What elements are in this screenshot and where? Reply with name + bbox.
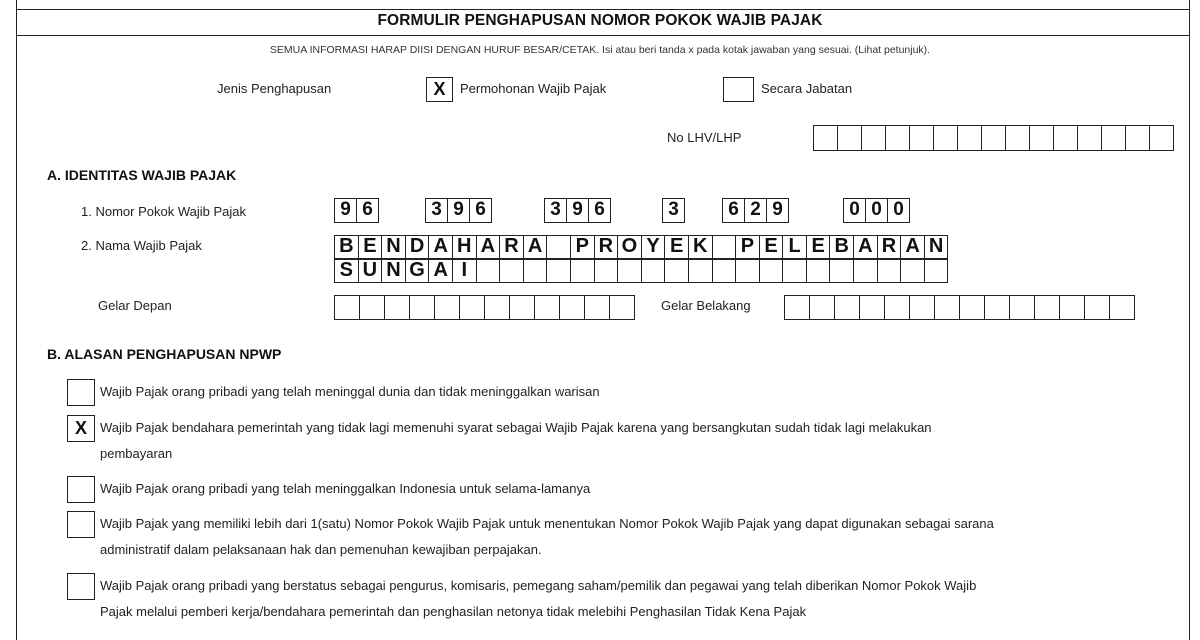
checkbox-secara-jabatan[interactable]: [723, 77, 754, 102]
nama-cell[interactable]: [736, 260, 760, 282]
nama-cell[interactable]: B: [335, 236, 359, 258]
gelar-belakang-cell[interactable]: [1060, 296, 1085, 319]
nama-cell[interactable]: E: [665, 236, 689, 258]
lhv-cell[interactable]: [934, 126, 958, 150]
nama-cell[interactable]: A: [901, 236, 925, 258]
gelar-depan-cell[interactable]: [435, 296, 460, 319]
nama-cell[interactable]: [477, 260, 501, 282]
gelar-depan-cell[interactable]: [385, 296, 410, 319]
no-lhv-lhp-field[interactable]: [813, 125, 1174, 151]
nama-cell[interactable]: H: [453, 236, 477, 258]
form-instructions: SEMUA INFORMASI HARAP DIISI DENGAN HURUF BESAR/CETAK. Isi atau beri tanda x pada kotak jawaban yang sesuai. (Lihat petunjuk).: [269, 44, 931, 56]
gelar-belakang-cell[interactable]: [860, 296, 885, 319]
lhv-cell[interactable]: [910, 126, 934, 150]
nama-cell[interactable]: L: [783, 236, 807, 258]
nama-cell[interactable]: [925, 260, 949, 282]
npwp-digit-cell[interactable]: 3: [663, 199, 685, 222]
form-title: FORMULIR PENGHAPUSAN NOMOR POKOK WAJIB PAJAK: [377, 12, 823, 29]
npwp-digit-cell[interactable]: 0: [866, 199, 888, 222]
gelar-depan-cell[interactable]: [610, 296, 635, 319]
nama-cell[interactable]: D: [406, 236, 430, 258]
nama-cell[interactable]: [830, 260, 854, 282]
lhv-cell[interactable]: [1102, 126, 1126, 150]
reason-4-line-2: administratif dalam pelaksanaan hak dan pemenuhan kewajiban perpajakan.: [100, 542, 542, 557]
gelar-depan-label: Gelar Depan: [98, 298, 172, 313]
gelar-depan-cell[interactable]: [560, 296, 585, 319]
nama-cell[interactable]: [571, 260, 595, 282]
npwp-digit-cell[interactable]: 0: [888, 199, 910, 222]
nama-wajib-pajak-label: 2. Nama Wajib Pajak: [81, 238, 202, 253]
nama-cell[interactable]: I: [453, 260, 477, 282]
reason-1-text: [100, 379, 1160, 405]
reason-1-line-1: Wajib Pajak orang pribadi yang telah meninggal dunia dan tidak meninggalkan warisan: [100, 384, 600, 399]
npwp-digit-cell[interactable]: 9: [448, 199, 470, 222]
checkbox-reason-4[interactable]: [67, 511, 95, 538]
nama-cell[interactable]: A: [429, 260, 453, 282]
nama-cell[interactable]: R: [595, 236, 619, 258]
reason-2-line-1: Wajib Pajak bendahara pemerintah yang tidak lagi memenuhi syarat sebagai Wajib Pajak karena yang bersangkutan sudah tidak lagi melakukan: [100, 420, 932, 435]
gelar-belakang-cell[interactable]: [785, 296, 810, 319]
lhv-cell[interactable]: [958, 126, 982, 150]
nama-cell[interactable]: B: [830, 236, 854, 258]
nama-cell[interactable]: [807, 260, 831, 282]
section-a-title: A. IDENTITAS WAJIB PAJAK: [47, 167, 237, 183]
secara-jabatan-label: Secara Jabatan: [761, 81, 853, 96]
lhv-cell[interactable]: [838, 126, 862, 150]
lhv-cell[interactable]: [1150, 126, 1174, 150]
npwp-group-2[interactable]: [425, 198, 492, 223]
gelar-belakang-cell[interactable]: [960, 296, 985, 319]
nama-cell[interactable]: A: [429, 236, 453, 258]
nama-cell[interactable]: A: [477, 236, 501, 258]
nama-cell[interactable]: [689, 260, 713, 282]
nama-cell[interactable]: [760, 260, 784, 282]
lhv-cell[interactable]: [982, 126, 1006, 150]
npwp-group-3[interactable]: [544, 198, 611, 223]
nama-cell[interactable]: [642, 260, 666, 282]
checkbox-reason-1[interactable]: [67, 379, 95, 406]
nama-cell[interactable]: E: [359, 236, 383, 258]
nama-cell[interactable]: P: [736, 236, 760, 258]
nama-cell[interactable]: K: [689, 236, 713, 258]
gelar-belakang-label: Gelar Belakang: [661, 298, 751, 313]
gelar-belakang-cell[interactable]: [935, 296, 960, 319]
npwp-group-4[interactable]: [662, 198, 685, 223]
reason-4-line-1: Wajib Pajak yang memiliki lebih dari 1(satu) Nomor Pokok Wajib Pajak untuk menentukan Nomor Pokok Wajib Pajak yang dapat digunakan sebagai sarana: [100, 516, 994, 531]
npwp-digit-cell[interactable]: 6: [589, 199, 611, 222]
nama-cell[interactable]: [547, 236, 571, 258]
gelar-belakang-cell[interactable]: [1010, 296, 1035, 319]
nama-cell[interactable]: [524, 260, 548, 282]
gelar-belakang-cell[interactable]: [985, 296, 1010, 319]
permohonan-wajib-pajak-label: Permohonan Wajib Pajak: [460, 81, 607, 96]
gelar-depan-field[interactable]: [334, 295, 635, 320]
reason-5-line-1: Wajib Pajak orang pribadi yang berstatus sebagai pengurus, komisaris, pemegang saham/pemilik dan pegawai yang telah diberikan Nomor Pokok Wajib: [100, 578, 977, 593]
reason-3-line-1: Wajib Pajak orang pribadi yang telah meninggalkan Indonesia untuk selama-lamanya: [100, 481, 591, 496]
gelar-depan-cell[interactable]: [510, 296, 535, 319]
lhv-cell[interactable]: [1054, 126, 1078, 150]
npwp-digit-cell[interactable]: 6: [470, 199, 492, 222]
nama-cell[interactable]: A: [524, 236, 548, 258]
npwp-group-1[interactable]: [334, 198, 379, 223]
reason-3-text: [100, 476, 1160, 502]
nama-cell[interactable]: R: [500, 236, 524, 258]
nama-cell[interactable]: P: [571, 236, 595, 258]
nama-cell[interactable]: [618, 260, 642, 282]
reason-5-text: [100, 573, 1160, 625]
nama-cell[interactable]: [500, 260, 524, 282]
checkbox-reason-3[interactable]: [67, 476, 95, 503]
nama-cell[interactable]: [878, 260, 902, 282]
lhv-cell[interactable]: [814, 126, 838, 150]
npwp-digit-cell[interactable]: 3: [426, 199, 448, 222]
nama-cell[interactable]: A: [854, 236, 878, 258]
lhv-cell[interactable]: [1030, 126, 1054, 150]
gelar-belakang-cell[interactable]: [1035, 296, 1060, 319]
npwp-group-5[interactable]: [722, 198, 789, 223]
lhv-cell[interactable]: [1006, 126, 1030, 150]
npwp-digit-cell[interactable]: 6: [723, 199, 745, 222]
nama-cell[interactable]: N: [382, 236, 406, 258]
top-divider: [16, 9, 1189, 10]
nama-cell[interactable]: O: [618, 236, 642, 258]
gelar-belakang-field[interactable]: [784, 295, 1135, 320]
gelar-belakang-cell[interactable]: [1110, 296, 1135, 319]
nama-cell[interactable]: N: [925, 236, 949, 258]
lhv-cell[interactable]: [862, 126, 886, 150]
reason-5-line-2: Pajak melalui pemberi kerja/bendahara pemerintah dan penghasilan netonya tidak melebihi Penghasilan Tidak Kena Pajak: [100, 604, 807, 619]
gelar-depan-cell[interactable]: [335, 296, 360, 319]
gelar-belakang-cell[interactable]: [885, 296, 910, 319]
gelar-depan-cell[interactable]: [535, 296, 560, 319]
checkbox-permohonan-wajib-pajak[interactable]: X: [426, 77, 453, 102]
gelar-belakang-cell[interactable]: [835, 296, 860, 319]
nama-cell[interactable]: [783, 260, 807, 282]
gelar-depan-cell[interactable]: [585, 296, 610, 319]
reason-2-text: [100, 415, 1160, 467]
nama-cell[interactable]: E: [807, 236, 831, 258]
gelar-depan-cell[interactable]: [360, 296, 385, 319]
nama-wajib-pajak-row-2[interactable]: [334, 259, 948, 283]
nama-cell[interactable]: S: [335, 260, 359, 282]
npwp-digit-cell[interactable]: 0: [844, 199, 866, 222]
nama-cell[interactable]: U: [359, 260, 383, 282]
nama-cell[interactable]: [713, 260, 737, 282]
gelar-depan-cell[interactable]: [485, 296, 510, 319]
gelar-belakang-cell[interactable]: [810, 296, 835, 319]
npwp-digit-cell[interactable]: 9: [335, 199, 357, 222]
checkbox-reason-2[interactable]: X: [67, 415, 95, 442]
lhv-cell[interactable]: [1078, 126, 1102, 150]
reason-2-line-2: pembayaran: [100, 446, 173, 461]
section-b-title: B. ALASAN PENGHAPUSAN NPWP: [47, 346, 282, 362]
npwp-group-6[interactable]: [843, 198, 910, 223]
nama-cell[interactable]: [854, 260, 878, 282]
lhv-cell[interactable]: [886, 126, 910, 150]
no-lhv-lhp-label: No LHV/LHP: [667, 130, 742, 145]
gelar-depan-cell[interactable]: [460, 296, 485, 319]
title-divider: [16, 35, 1189, 36]
nama-cell[interactable]: R: [878, 236, 902, 258]
nama-cell[interactable]: G: [406, 260, 430, 282]
lhv-cell[interactable]: [1126, 126, 1150, 150]
nama-cell[interactable]: [665, 260, 689, 282]
nama-cell[interactable]: [901, 260, 925, 282]
gelar-belakang-cell[interactable]: [1085, 296, 1110, 319]
jenis-penghapusan-label: Jenis Penghapusan: [217, 81, 332, 96]
npwp-digit-cell[interactable]: 2: [745, 199, 767, 222]
nama-cell[interactable]: [713, 236, 737, 258]
nama-cell[interactable]: [547, 260, 571, 282]
npwp-label: 1. Nomor Pokok Wajib Pajak: [81, 204, 246, 219]
npwp-digit-cell[interactable]: 6: [357, 199, 379, 222]
nama-cell[interactable]: Y: [642, 236, 666, 258]
npwp-digit-cell[interactable]: 3: [545, 199, 567, 222]
nama-cell[interactable]: [595, 260, 619, 282]
nama-wajib-pajak-row-1[interactable]: [334, 235, 948, 259]
checkbox-reason-5[interactable]: [67, 573, 95, 600]
nama-cell[interactable]: E: [760, 236, 784, 258]
npwp-digit-cell[interactable]: 9: [567, 199, 589, 222]
npwp-digit-cell[interactable]: 9: [767, 199, 789, 222]
nama-cell[interactable]: N: [382, 260, 406, 282]
gelar-belakang-cell[interactable]: [910, 296, 935, 319]
reason-4-text: [100, 511, 1160, 563]
gelar-depan-cell[interactable]: [410, 296, 435, 319]
